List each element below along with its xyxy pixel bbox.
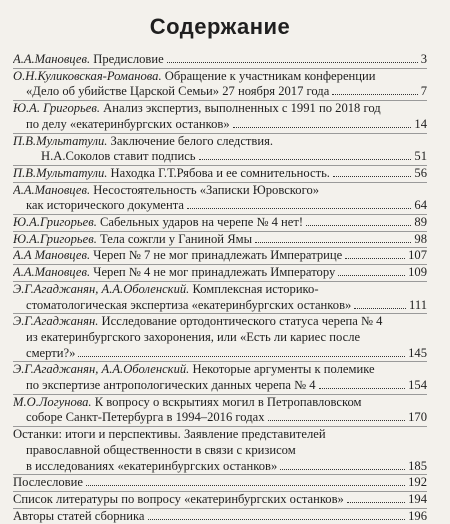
toc-title: из екатеринбургского захоронения, или «Есть ли кариес после: [26, 329, 361, 344]
toc-title: Некоторые аргументы к полемике: [189, 362, 375, 377]
toc-author: Э.Г.Агаджанян, А.А.Оболенский.: [13, 362, 190, 377]
toc-page-number: 194: [408, 491, 427, 506]
toc-line: [13, 378, 427, 394]
toc-page-number: 107: [408, 248, 427, 263]
toc-line: [13, 248, 427, 264]
toc-title: Предисловие: [90, 52, 164, 66]
toc-title: К вопросу о вскрытиях могил в Петропавловском: [91, 394, 362, 409]
toc-title: Авторы статей сборника: [13, 508, 145, 523]
toc-author: Ю.А. Григорьев.: [13, 101, 100, 116]
toc-title: смерти?»: [26, 345, 76, 360]
toc-title: в исследованиях «екатеринбургских останков»: [26, 458, 278, 473]
toc-author: А.А.Мановцев.: [13, 265, 91, 280]
toc-line: [13, 265, 427, 281]
toc-line: [13, 198, 427, 214]
toc-entry: [13, 68, 427, 100]
toc-line: [13, 475, 427, 491]
toc-line: [13, 69, 427, 85]
toc-entry: [13, 426, 427, 474]
toc-entry: [13, 474, 427, 491]
toc-page-number: 185: [408, 458, 427, 473]
toc-title: по делу «екатеринбургских останков»: [26, 116, 230, 131]
toc-line: [13, 117, 427, 133]
toc-author: П.В.Мультатули.: [13, 133, 108, 148]
toc-author: А.А Мановцев.: [13, 248, 91, 263]
toc-title: Анализ экспертиз, выполненных с 1991 по 2018 год: [100, 101, 381, 116]
toc-entry: [13, 394, 427, 426]
toc-page-number: 154: [408, 378, 427, 393]
toc-page-number: 170: [408, 410, 427, 425]
toc-line: [13, 183, 427, 199]
toc-page-number: 98: [414, 231, 427, 246]
toc-page-number: 111: [409, 297, 427, 312]
dot-leader: [78, 356, 405, 357]
toc-author: О.Н.Куликовская-Романова.: [13, 68, 162, 83]
toc-page-number: 192: [408, 475, 427, 490]
toc-page-number: 3: [420, 52, 427, 66]
toc-title: по экспертизе антропологических данных черепа № 4: [26, 378, 316, 393]
toc-entry: [13, 182, 427, 214]
dot-leader: [268, 420, 406, 421]
toc-line: [13, 509, 427, 524]
toc-page-number: 196: [408, 508, 427, 523]
toc-line: [13, 314, 427, 330]
toc-page-number: 109: [408, 265, 427, 280]
dot-leader: [148, 519, 406, 520]
toc-author: А.А.Мановцев.: [13, 52, 91, 66]
toc-title: Н.А.Соколов ставит подпись: [41, 149, 196, 164]
toc-entry: [13, 52, 427, 68]
toc-title: стоматологическая экспертиза «екатеринбургских останков»: [26, 297, 352, 312]
toc-line: [13, 330, 427, 346]
toc-line: [13, 101, 427, 117]
dot-leader: [319, 388, 406, 389]
dot-leader: [187, 208, 411, 209]
table-of-contents: [13, 52, 427, 524]
toc-page-number: 145: [408, 345, 427, 360]
toc-line: [13, 492, 427, 508]
toc-line: [13, 149, 427, 165]
toc-title: Тела сожгли у Ганиной Ямы: [96, 231, 253, 246]
dot-leader: [333, 176, 411, 177]
toc-line: [13, 410, 427, 426]
toc-title: Послесловие: [13, 475, 83, 490]
toc-line: [13, 427, 427, 443]
toc-title: Заключение белого следствия.: [107, 133, 274, 148]
toc-line: [13, 84, 427, 100]
toc-entry: [13, 231, 427, 248]
toc-line: [13, 443, 427, 459]
toc-title: православной общественности в связи с кризисом: [26, 442, 296, 457]
toc-line: [13, 215, 427, 231]
toc-title: «Дело об убийстве Царской Семьи» 27 ноября 2017 года: [26, 84, 330, 99]
toc-title: Сабельных ударов на черепе № 4 нет!: [96, 215, 304, 230]
toc-author: Ю.А.Григорьев.: [13, 231, 97, 246]
toc-entry: [13, 100, 427, 132]
dot-leader: [233, 127, 412, 128]
toc-entry: [13, 313, 427, 361]
toc-author: А.А.Мановцев.: [13, 182, 91, 197]
toc-page-number: 51: [414, 149, 427, 164]
toc-page-number: 89: [414, 215, 427, 230]
toc-entry: [13, 133, 427, 165]
toc-page-number: 56: [414, 165, 427, 180]
toc-line: [13, 52, 427, 68]
toc-line: [13, 282, 427, 298]
dot-leader: [199, 159, 412, 160]
toc-line: [13, 362, 427, 378]
dot-leader: [345, 258, 405, 259]
toc-author: Э.Г.Агаджанян.: [13, 314, 99, 329]
toc-title: Несостоятельность «Записки Юровского»: [90, 182, 320, 197]
toc-line: [13, 346, 427, 362]
toc-entry: [13, 165, 427, 182]
toc-title: Исследование ортодонтического статуса черепа № 4: [98, 314, 383, 329]
dot-leader: [255, 242, 411, 243]
toc-entry: [13, 491, 427, 508]
dot-leader: [354, 308, 406, 309]
toc-title: соборе Санкт-Петербурга в 1994–2016 годах: [26, 410, 265, 425]
toc-page-number: 64: [414, 198, 427, 213]
toc-page-number: 14: [414, 116, 427, 131]
toc-author: П.В.Мультатули.: [13, 165, 108, 180]
toc-entry: [13, 214, 427, 231]
toc-line: [13, 166, 427, 182]
toc-entry: [13, 264, 427, 281]
toc-line: [13, 459, 427, 475]
toc-line: [13, 395, 427, 411]
dot-leader: [306, 225, 411, 226]
dot-leader: [167, 62, 418, 63]
page-title: Содержание: [149, 14, 291, 39]
toc-title: Череп № 4 не мог принадлежать Императору: [90, 265, 336, 280]
dot-leader: [86, 485, 405, 486]
toc-title: Находка Г.Т.Рябова и ее сомнительность.: [107, 165, 330, 180]
toc-line: [13, 298, 427, 314]
toc-title: Комплексная историко-: [189, 281, 319, 296]
dot-leader: [338, 275, 405, 276]
toc-entry: [13, 281, 427, 313]
toc-page-number: 7: [420, 84, 427, 99]
toc-entry: [13, 361, 427, 393]
toc-line: [13, 232, 427, 248]
toc-title: Череп № 7 не мог принадлежать Императрице: [90, 248, 343, 263]
toc-author: Э.Г.Агаджанян, А.А.Оболенский.: [13, 281, 190, 296]
toc-entry: [13, 247, 427, 264]
toc-author: М.О.Логунова.: [13, 394, 92, 409]
toc-entry: [13, 508, 427, 524]
toc-title: Список литературы по вопросу «екатеринбургских останков»: [13, 491, 344, 506]
toc-title: Останки: итоги и перспективы. Заявление представителей: [13, 427, 326, 442]
toc-author: Ю.А.Григорьев.: [13, 215, 97, 230]
dot-leader: [280, 469, 405, 470]
dot-leader: [332, 94, 417, 95]
toc-line: [13, 134, 427, 150]
toc-title: как исторического документа: [26, 198, 185, 213]
toc-title: Обращение к участникам конференции: [161, 68, 376, 83]
dot-leader: [347, 502, 405, 503]
